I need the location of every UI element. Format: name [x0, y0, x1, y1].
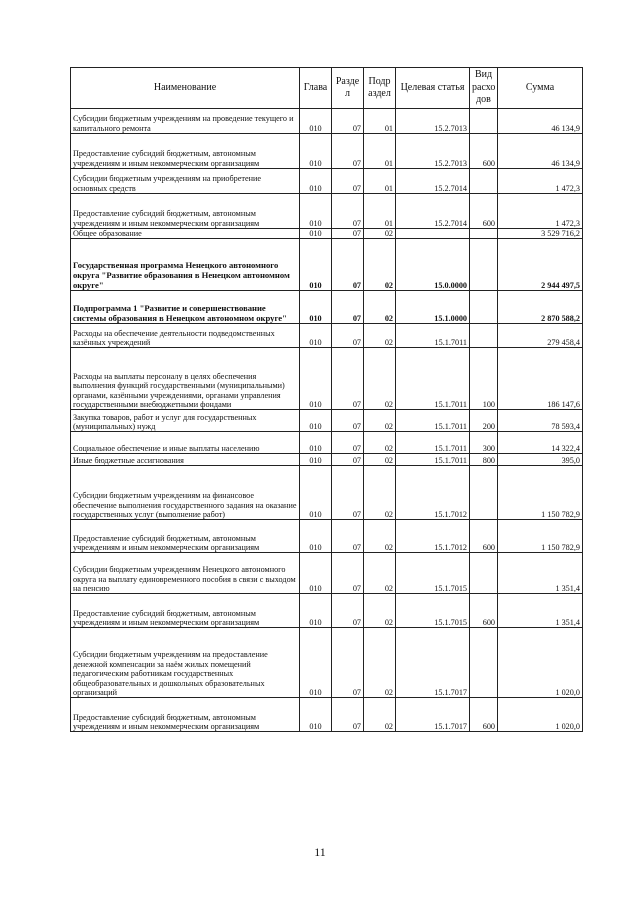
row-podrazdel: 02 [364, 594, 396, 628]
budget-table [70, 67, 583, 732]
row-razdel: 07 [332, 239, 364, 291]
row-sum: 1 150 782,9 [498, 466, 583, 520]
row-sum: 395,0 [498, 454, 583, 466]
row-glava: 010 [300, 454, 332, 466]
row-sum: 279 458,4 [498, 324, 583, 348]
table-row [71, 324, 583, 348]
row-razdel: 07 [332, 454, 364, 466]
row-glava: 010 [300, 698, 332, 732]
row-vid [470, 109, 498, 134]
row-name: Субсидии бюджетным учреждениям на приобретение основных средств [71, 169, 300, 194]
row-name: Предоставление субсидий бюджетным, автономным учреждениям и иным некоммерческим организациям [71, 194, 300, 229]
row-vid [470, 628, 498, 698]
row-podrazdel: 01 [364, 194, 396, 229]
row-razdel: 07 [332, 291, 364, 324]
row-article: 15.1.7011 [396, 432, 470, 454]
row-name: Государственная программа Ненецкого автономного округа "Развитие образования в Ненецком автономном округе" [71, 239, 300, 291]
table-row [71, 239, 583, 291]
row-article: 15.2.7014 [396, 194, 470, 229]
row-podrazdel: 01 [364, 169, 396, 194]
row-podrazdel: 02 [364, 239, 396, 291]
row-vid [470, 229, 498, 239]
row-podrazdel: 02 [364, 628, 396, 698]
row-podrazdel: 01 [364, 134, 396, 169]
row-razdel: 07 [332, 520, 364, 553]
row-name: Расходы на обеспечение деятельности подведомственных казённых учреждений [71, 324, 300, 348]
row-sum: 186 147,6 [498, 348, 583, 410]
row-article: 15.2.7013 [396, 109, 470, 134]
row-podrazdel: 02 [364, 553, 396, 594]
row-vid [470, 291, 498, 324]
row-sum: 1 020,0 [498, 698, 583, 732]
table-row [71, 594, 583, 628]
row-vid: 600 [470, 194, 498, 229]
row-podrazdel: 02 [364, 348, 396, 410]
row-sum: 1 020,0 [498, 628, 583, 698]
row-vid [470, 553, 498, 594]
row-podrazdel: 02 [364, 520, 396, 553]
table-row [71, 553, 583, 594]
row-glava: 010 [300, 466, 332, 520]
row-glava: 010 [300, 194, 332, 229]
row-podrazdel: 02 [364, 324, 396, 348]
row-glava: 010 [300, 410, 332, 432]
row-article [396, 229, 470, 239]
header-podrazdel: Подр аздел [364, 68, 396, 109]
row-name: Субсидии бюджетным учреждениям Ненецкого автономного округа на выплату единовременного пособия в связи с выходом на пенсию [71, 553, 300, 594]
row-glava: 010 [300, 134, 332, 169]
page-number: 11 [314, 845, 326, 859]
row-name: Расходы на выплаты персоналу в целях обеспечения выполнения функций государственными (муниципальными) органами, казёнными учреждениями, органами управления государственными внебюджетными фондами [71, 348, 300, 410]
row-article: 15.1.7015 [396, 594, 470, 628]
row-vid [470, 169, 498, 194]
row-article: 15.1.7017 [396, 628, 470, 698]
row-glava: 010 [300, 239, 332, 291]
row-razdel: 07 [332, 109, 364, 134]
row-article: 15.1.7017 [396, 698, 470, 732]
row-glava: 010 [300, 348, 332, 410]
row-name: Общее образование [71, 229, 300, 239]
row-razdel: 07 [332, 194, 364, 229]
row-glava: 010 [300, 229, 332, 239]
row-razdel: 07 [332, 628, 364, 698]
row-name: Социальное обеспечение и иные выплаты населению [71, 432, 300, 454]
row-sum: 1 150 782,9 [498, 520, 583, 553]
table-row [71, 466, 583, 520]
table-row [71, 348, 583, 410]
row-razdel: 07 [332, 594, 364, 628]
table-header-row [71, 68, 583, 109]
row-name: Иные бюджетные ассигнования [71, 454, 300, 466]
row-sum: 1 472,3 [498, 194, 583, 229]
row-razdel: 07 [332, 324, 364, 348]
row-sum: 3 529 716,2 [498, 229, 583, 239]
row-name: Субсидии бюджетным учреждениям на финансовое обеспечение выполнения государственного задания на оказание государственных услуг (выполнение работ) [71, 466, 300, 520]
row-razdel: 07 [332, 432, 364, 454]
row-sum: 78 593,4 [498, 410, 583, 432]
row-glava: 010 [300, 520, 332, 553]
table-row [71, 520, 583, 553]
row-vid: 600 [470, 520, 498, 553]
row-podrazdel: 02 [364, 698, 396, 732]
row-name: Подпрограмма 1 "Развитие и совершенствование системы образования в Ненецком автономном округе" [71, 291, 300, 324]
row-podrazdel: 02 [364, 466, 396, 520]
table-row [71, 169, 583, 194]
row-article: 15.0.0000 [396, 239, 470, 291]
row-glava: 010 [300, 553, 332, 594]
row-podrazdel: 02 [364, 454, 396, 466]
row-podrazdel: 02 [364, 291, 396, 324]
row-sum: 1 351,4 [498, 594, 583, 628]
header-vid: Вид расхо дов [470, 68, 498, 109]
row-glava: 010 [300, 594, 332, 628]
header-razdel: Разде л [332, 68, 364, 109]
row-article: 15.2.7013 [396, 134, 470, 169]
row-glava: 010 [300, 109, 332, 134]
row-name: Предоставление субсидий бюджетным, автономным учреждениям и иным некоммерческим организациям [71, 698, 300, 732]
row-podrazdel: 02 [364, 410, 396, 432]
row-sum: 1 351,4 [498, 553, 583, 594]
row-vid [470, 324, 498, 348]
table-row [71, 194, 583, 229]
table-row [71, 454, 583, 466]
table-row [71, 628, 583, 698]
row-article: 15.1.7012 [396, 466, 470, 520]
row-razdel: 07 [332, 410, 364, 432]
row-vid: 800 [470, 454, 498, 466]
row-podrazdel: 02 [364, 229, 396, 239]
row-razdel: 07 [332, 698, 364, 732]
row-name: Субсидии бюджетным учреждениям на предоставление денежной компенсации за наём жилых помещений педагогическим работникам государственных общеобразовательных и дошкольных образовательных организаций [71, 628, 300, 698]
row-article: 15.1.7015 [396, 553, 470, 594]
table-row [71, 229, 583, 239]
table-row [71, 432, 583, 454]
row-sum: 2 944 497,5 [498, 239, 583, 291]
row-vid: 100 [470, 348, 498, 410]
row-vid: 600 [470, 134, 498, 169]
row-name: Предоставление субсидий бюджетным, автономным учреждениям и иным некоммерческим организациям [71, 134, 300, 169]
row-razdel: 07 [332, 229, 364, 239]
table-row [71, 410, 583, 432]
row-sum: 46 134,9 [498, 134, 583, 169]
row-razdel: 07 [332, 553, 364, 594]
row-glava: 010 [300, 432, 332, 454]
header-article: Целевая статья [396, 68, 470, 109]
row-vid: 600 [470, 698, 498, 732]
row-article: 15.1.7011 [396, 454, 470, 466]
table-row [71, 109, 583, 134]
row-article: 15.1.7011 [396, 410, 470, 432]
row-vid: 600 [470, 594, 498, 628]
row-vid [470, 239, 498, 291]
table-row [71, 698, 583, 732]
row-article: 15.1.7012 [396, 520, 470, 553]
row-sum: 1 472,3 [498, 169, 583, 194]
header-name: Наименование [71, 68, 300, 109]
row-podrazdel: 02 [364, 432, 396, 454]
row-razdel: 07 [332, 169, 364, 194]
row-glava: 010 [300, 169, 332, 194]
row-name: Предоставление субсидий бюджетным, автономным учреждениям и иным некоммерческим организациям [71, 520, 300, 553]
row-podrazdel: 01 [364, 109, 396, 134]
header-glava: Глава [300, 68, 332, 109]
row-glava: 010 [300, 291, 332, 324]
row-vid: 200 [470, 410, 498, 432]
row-sum: 2 870 588,2 [498, 291, 583, 324]
row-sum: 14 322,4 [498, 432, 583, 454]
row-sum: 46 134,9 [498, 109, 583, 134]
table-body [71, 109, 583, 732]
row-name: Закупка товаров, работ и услуг для государственных (муниципальных) нужд [71, 410, 300, 432]
row-article: 15.1.7011 [396, 324, 470, 348]
row-glava: 010 [300, 628, 332, 698]
row-razdel: 07 [332, 134, 364, 169]
row-name: Субсидии бюджетным учреждениям на проведение текущего и капитального ремонта [71, 109, 300, 134]
header-sum: Сумма [498, 68, 583, 109]
row-article: 15.1.0000 [396, 291, 470, 324]
row-vid: 300 [470, 432, 498, 454]
row-glava: 010 [300, 324, 332, 348]
row-name: Предоставление субсидий бюджетным, автономным учреждениям и иным некоммерческим организациям [71, 594, 300, 628]
row-vid [470, 466, 498, 520]
table-row [71, 291, 583, 324]
row-razdel: 07 [332, 348, 364, 410]
row-article: 15.1.7011 [396, 348, 470, 410]
row-razdel: 07 [332, 466, 364, 520]
table-row [71, 134, 583, 169]
row-article: 15.2.7014 [396, 169, 470, 194]
